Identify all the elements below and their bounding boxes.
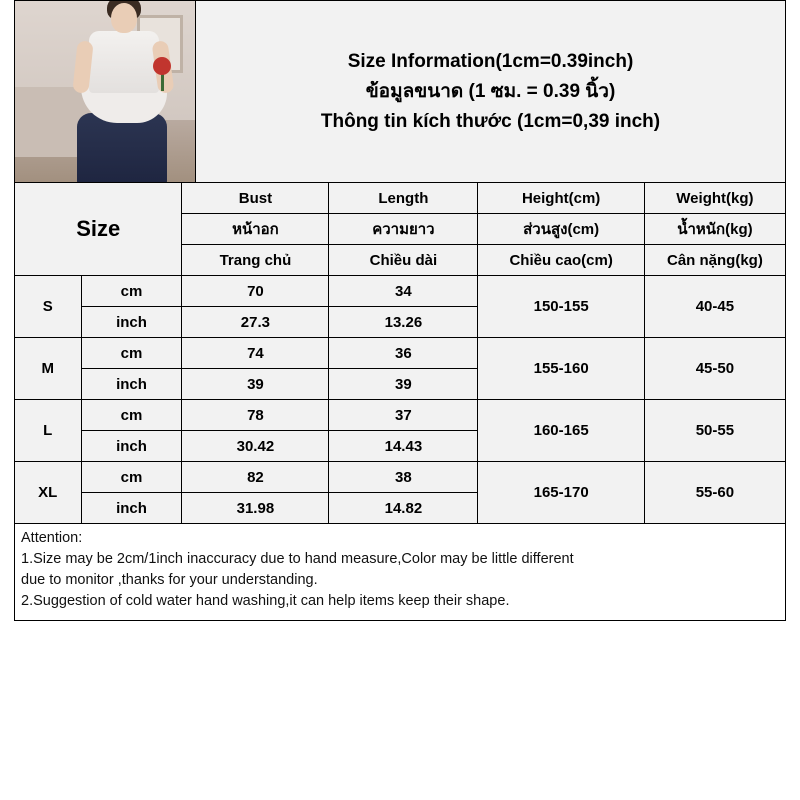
product-photo-cell — [15, 1, 196, 182]
row-m-unit-inch: inch — [81, 369, 182, 400]
row-l-height: 160-165 — [478, 400, 644, 462]
table-row — [15, 338, 786, 369]
title-line-en: Size Information(1cm=0.39inch) — [347, 50, 634, 72]
row-xl-weight: 55-60 — [644, 462, 785, 524]
table-row — [15, 400, 786, 431]
row-size-m: M — [15, 338, 82, 400]
title-line-th: ข้อมูลขนาด (1 ซม. = 0.39 นิ้ว) — [365, 80, 616, 102]
row-m-unit-cm: cm — [81, 338, 182, 369]
row-s-weight: 40-45 — [644, 276, 785, 338]
header-bust-vi: Trang chủ — [182, 245, 329, 276]
row-s-unit-cm: cm — [81, 276, 182, 307]
header-bust-th: หน้าอก — [182, 214, 329, 245]
row-xl-length-inch: 14.82 — [329, 493, 478, 524]
photo-model-head — [111, 3, 137, 33]
row-size-s: S — [15, 276, 82, 338]
attention-title: Attention: — [21, 530, 83, 546]
row-l-length-cm: 37 — [329, 400, 478, 431]
row-m-bust-inch: 39 — [182, 369, 329, 400]
header-weight-th: น้ำหนัก(kg) — [644, 214, 785, 245]
row-xl-bust-cm: 82 — [182, 462, 329, 493]
row-s-length-inch: 13.26 — [329, 307, 478, 338]
row-xl-unit-inch: inch — [81, 493, 182, 524]
header-weight-vi: Cân nặng(kg) — [644, 245, 785, 276]
size-table — [14, 182, 786, 524]
row-m-length-inch: 39 — [329, 369, 478, 400]
row-s-bust-inch: 27.3 — [182, 307, 329, 338]
row-m-height: 155-160 — [478, 338, 644, 400]
row-l-length-inch: 14.43 — [329, 431, 478, 462]
row-s-bust-cm: 70 — [182, 276, 329, 307]
header-height-en: Height(cm) — [478, 183, 644, 214]
row-xl-length-cm: 38 — [329, 462, 478, 493]
photo-model-top — [89, 31, 159, 93]
row-m-bust-cm: 74 — [182, 338, 329, 369]
row-xl-unit-cm: cm — [81, 462, 182, 493]
table-row — [15, 276, 786, 307]
attention-line-2: due to monitor ,thanks for your understanding. — [21, 572, 318, 588]
size-header-cell — [15, 183, 182, 276]
row-s-height: 150-155 — [478, 276, 644, 338]
table-row — [15, 462, 786, 493]
header-banner — [14, 0, 786, 182]
photo-flower-stem — [161, 73, 164, 91]
row-size-l: L — [15, 400, 82, 462]
header-length-vi: Chiều dài — [329, 245, 478, 276]
header-length-en: Length — [329, 183, 478, 214]
photo-flower — [153, 57, 171, 75]
row-l-bust-cm: 78 — [182, 400, 329, 431]
header-bust-en: Bust — [182, 183, 329, 214]
size-header-label: Size — [76, 216, 121, 241]
header-height-vi: Chiều cao(cm) — [478, 245, 644, 276]
photo-model-pants — [77, 113, 167, 182]
row-m-length-cm: 36 — [329, 338, 478, 369]
title-line-vi: Thông tin kích thước (1cm=0,39 inch) — [320, 110, 661, 132]
row-size-xl: XL — [15, 462, 82, 524]
row-l-bust-inch: 30.42 — [182, 431, 329, 462]
row-s-length-cm: 34 — [329, 276, 478, 307]
attention-block — [14, 524, 786, 621]
row-m-weight: 45-50 — [644, 338, 785, 400]
title-block — [196, 1, 785, 182]
row-xl-bust-inch: 31.98 — [182, 493, 329, 524]
row-l-unit-inch: inch — [81, 431, 182, 462]
row-s-unit-inch: inch — [81, 307, 182, 338]
header-height-th: ส่วนสูง(cm) — [478, 214, 644, 245]
header-row-en — [15, 183, 786, 214]
header-weight-en: Weight(kg) — [644, 183, 785, 214]
row-l-weight: 50-55 — [644, 400, 785, 462]
attention-line-1: 1.Size may be 2cm/1inch inaccuracy due to hand measure,Color may be little different — [21, 551, 574, 567]
product-photo — [15, 1, 195, 182]
attention-line-3: 2.Suggestion of cold water hand washing,it can help items keep their shape. — [21, 593, 510, 609]
row-l-unit-cm: cm — [81, 400, 182, 431]
row-xl-height: 165-170 — [478, 462, 644, 524]
bottom-spacer — [0, 621, 800, 681]
header-length-th: ความยาว — [329, 214, 478, 245]
